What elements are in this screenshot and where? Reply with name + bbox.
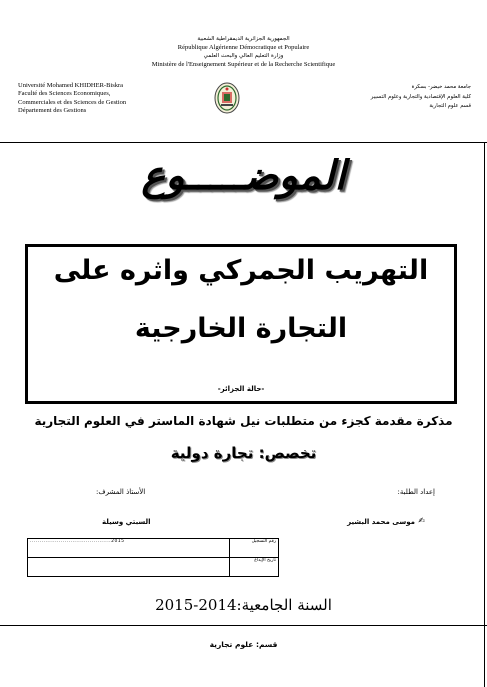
deposit-date-value <box>28 558 230 577</box>
university-ar-line: قسم علوم التجارية <box>429 103 471 109</box>
top-divider <box>0 142 487 143</box>
university-fr-line: Université Mohamed KHIDHER-Biskra <box>18 82 124 89</box>
registration-number-value: ..........................................2015 <box>28 539 230 558</box>
university-ar-block <box>371 83 471 112</box>
supervisor-name: السبتي وسيلة <box>102 518 151 526</box>
memo-description: مذكرة مقدمة كجزء من متطلبات نيل شهادة الماستر في العلوم التجارية <box>34 414 453 428</box>
student-name: موسى محمد البشير <box>347 518 415 526</box>
specialty-label: تخصص: تجارة دولية <box>170 444 317 462</box>
university-ar-line: جامعة محمد خيضر- بسكرة <box>411 84 471 90</box>
university-logo-icon <box>214 82 240 114</box>
table-row <box>28 539 279 558</box>
registration-number-label: رقم التسجيل <box>230 539 279 558</box>
university-fr-line: Faculté des Sciences Economiques, <box>18 90 111 98</box>
supervisor-label: الأستاذ المشرف: <box>96 488 146 496</box>
table-row <box>28 558 279 577</box>
header-ar-republic: الجمهورية الجزائرية الديمقراطية الشعبية <box>197 36 290 42</box>
registration-table <box>27 538 279 577</box>
subject-line-1: التهريب الجمركي واثره على <box>53 255 429 286</box>
university-ar-line: كلية العلوم الإقتصادية والتجارية وعلوم التسيير <box>370 93 471 100</box>
university-fr-line: Commerciales et des Sciences de Gestion <box>18 98 127 106</box>
pen-icon: ✍ <box>418 516 425 525</box>
case-study-label: -حالة الجزائر- <box>217 385 265 393</box>
header-fr-republic: République Algérienne Démocratique et Populaire <box>177 44 310 51</box>
bottom-divider <box>0 625 487 626</box>
university-fr-line: Département des Gestions <box>18 106 87 114</box>
page-title: الموضـــــوع <box>141 152 346 199</box>
subject-box <box>25 244 457 404</box>
subject-line-2: التجارة الخارجية <box>134 313 348 344</box>
university-fr-block <box>18 82 126 115</box>
deposit-date-label: تاريخ الإيداع <box>230 558 279 577</box>
student-label: إعداد الطلبة: <box>397 488 435 496</box>
header-fr-ministry: Ministère de l'Enseignement Supérieur et de la Recherche Scientifique <box>151 61 336 68</box>
academic-year: السنة الجامعية:2014-2015 <box>155 596 332 614</box>
header-ar-ministry: وزارة التعليم العالي والبحث العلمي <box>203 53 284 59</box>
department-footer: قسم: علوم تجارية <box>209 640 278 649</box>
